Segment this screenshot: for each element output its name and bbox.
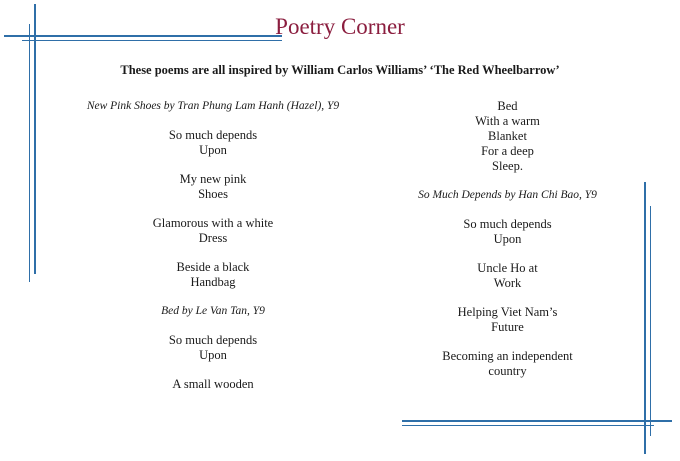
poem-line: Helping Viet Nam’s [457,305,558,319]
poem-line: Uncle Ho at [477,261,538,275]
frame-top-horizontal-line-2 [22,40,282,41]
poem-line: For a deep [481,144,534,158]
page-title: Poetry Corner [275,14,405,39]
poem-line: Bed [497,99,518,113]
poem-line: Glamorous with a white [152,216,274,230]
left-column [58,99,368,392]
poem-line: So much depends [168,128,258,142]
poem-title-so-much-depends: So Much Depends by Han Chi Bao, Y9 [418,189,597,201]
poem-title-new-pink-shoes: New Pink Shoes by Tran Phung Lam Hanh (Hazel), Y9 [86,100,340,112]
poem-title-bed: Bed by Le Van Tan, Y9 [161,305,265,317]
poem-line: A small wooden [172,377,254,391]
frame-left-vertical-line [34,4,36,274]
poem-line: Upon [199,348,227,362]
poem-line: Becoming an independent [442,349,573,363]
frame-bottom-horizontal-line-2 [402,425,654,426]
poem-line: Sleep. [492,159,523,173]
poem-line: My new pink [179,172,247,186]
poem-line: Upon [493,232,522,246]
poem-line: Shoes [198,187,228,201]
poem-line: Handbag [190,275,236,289]
poem-line: Upon [199,143,227,157]
poem-line: So much depends [168,333,258,347]
poem-line: With a warm [475,114,540,128]
poem-line: So much depends [463,217,552,231]
poem-line: Future [491,320,524,334]
page-subtitle: These poems are all inspired by William Carlos Williams’ ‘The Red Wheelbarrow’ [120,63,560,77]
poem-line: Beside a black [176,260,250,274]
poem-line: country [488,364,527,378]
frame-bottom-horizontal-line [402,420,672,422]
poem-line: Blanket [488,129,527,143]
poem-line: Dress [198,231,228,245]
poem-line: Work [493,276,522,290]
right-column [360,99,655,379]
